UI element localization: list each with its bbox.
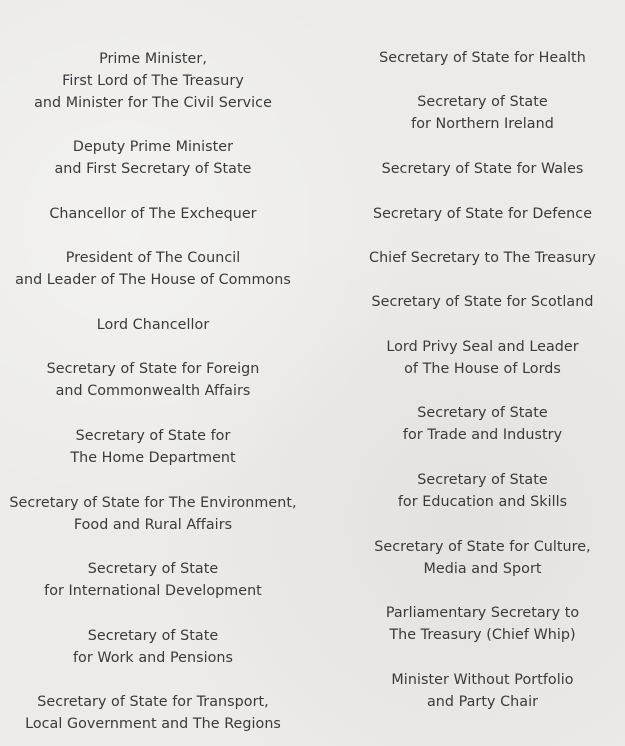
office-entry bbox=[0, 358, 306, 402]
office-entry bbox=[340, 602, 625, 646]
office-line: Lord Privy Seal and Leader bbox=[386, 339, 579, 355]
office-line: Secretary of State for bbox=[75, 428, 231, 444]
office-line: and Minister for The Civil Service bbox=[34, 95, 272, 112]
office-line: Secretary of State for Transport, bbox=[37, 694, 269, 710]
office-line: The Home Department bbox=[70, 450, 236, 467]
office-line: Local Government and The Regions bbox=[25, 716, 281, 733]
office-line: Secretary of State for The Environment, bbox=[9, 495, 297, 511]
office-line: Minister Without Portfolio bbox=[391, 672, 574, 688]
office-entry bbox=[0, 492, 306, 536]
office-line: Secretary of State bbox=[417, 472, 548, 488]
office-line: Media and Sport bbox=[423, 561, 542, 578]
office-line: Secretary of State for Scotland bbox=[371, 294, 594, 310]
office-line: for Education and Skills bbox=[397, 494, 568, 511]
office-entry bbox=[0, 247, 306, 291]
office-line: Secretary of State bbox=[417, 94, 548, 110]
office-line: for Trade and Industry bbox=[402, 427, 563, 444]
office-line: Chief Secretary to The Treasury bbox=[369, 250, 596, 266]
office-entry bbox=[0, 48, 306, 115]
office-line: Secretary of State for Foreign bbox=[46, 361, 260, 377]
office-line: Secretary of State for Health bbox=[379, 50, 586, 66]
office-line: Deputy Prime Minister bbox=[72, 139, 234, 155]
office-line: First Lord of The Treasury bbox=[62, 73, 244, 90]
office-line: Secretary of State for Culture, bbox=[374, 539, 591, 555]
office-line: Lord Chancellor bbox=[96, 317, 210, 333]
office-entry bbox=[340, 291, 625, 313]
office-line: Secretary of State bbox=[87, 628, 219, 644]
office-entry bbox=[0, 136, 306, 180]
office-line: The Treasury (Chief Whip) bbox=[389, 627, 576, 644]
office-line: and Commonwealth Affairs bbox=[55, 383, 251, 400]
office-line: and Party Chair bbox=[426, 694, 539, 711]
office-line: Secretary of State for Defence bbox=[372, 206, 593, 222]
office-entry bbox=[340, 247, 625, 269]
office-line: Chancellor of The Exchequer bbox=[49, 206, 257, 222]
office-line: and Leader of The House of Commons bbox=[15, 272, 291, 289]
office-entry bbox=[0, 558, 306, 602]
office-line: Secretary of State bbox=[417, 405, 548, 421]
office-entry bbox=[0, 625, 306, 669]
office-line: Food and Rural Affairs bbox=[73, 517, 233, 534]
office-entry bbox=[340, 203, 625, 225]
office-entry bbox=[340, 47, 625, 69]
office-entry bbox=[340, 91, 625, 135]
office-line: Secretary of State bbox=[87, 561, 219, 577]
office-line: and First Secretary of State bbox=[54, 161, 252, 178]
office-line: for Northern Ireland bbox=[411, 116, 554, 133]
office-entry bbox=[340, 469, 625, 513]
office-entry bbox=[0, 203, 306, 225]
office-entry bbox=[340, 336, 625, 380]
office-line: Prime Minister, bbox=[99, 51, 207, 67]
office-entry bbox=[340, 536, 625, 580]
office-entry bbox=[340, 158, 625, 180]
office-line: for Work and Pensions bbox=[72, 650, 234, 667]
office-entry bbox=[340, 402, 625, 446]
office-line: for International Development bbox=[44, 583, 262, 600]
office-line: of The House of Lords bbox=[404, 361, 561, 378]
office-entry bbox=[0, 691, 306, 735]
office-entry bbox=[0, 314, 306, 336]
office-line: President of The Council bbox=[65, 250, 241, 266]
office-entry bbox=[0, 425, 306, 469]
office-entry bbox=[340, 669, 625, 713]
office-line: Parliamentary Secretary to bbox=[385, 605, 580, 621]
office-line: Secretary of State for Wales bbox=[381, 161, 584, 177]
